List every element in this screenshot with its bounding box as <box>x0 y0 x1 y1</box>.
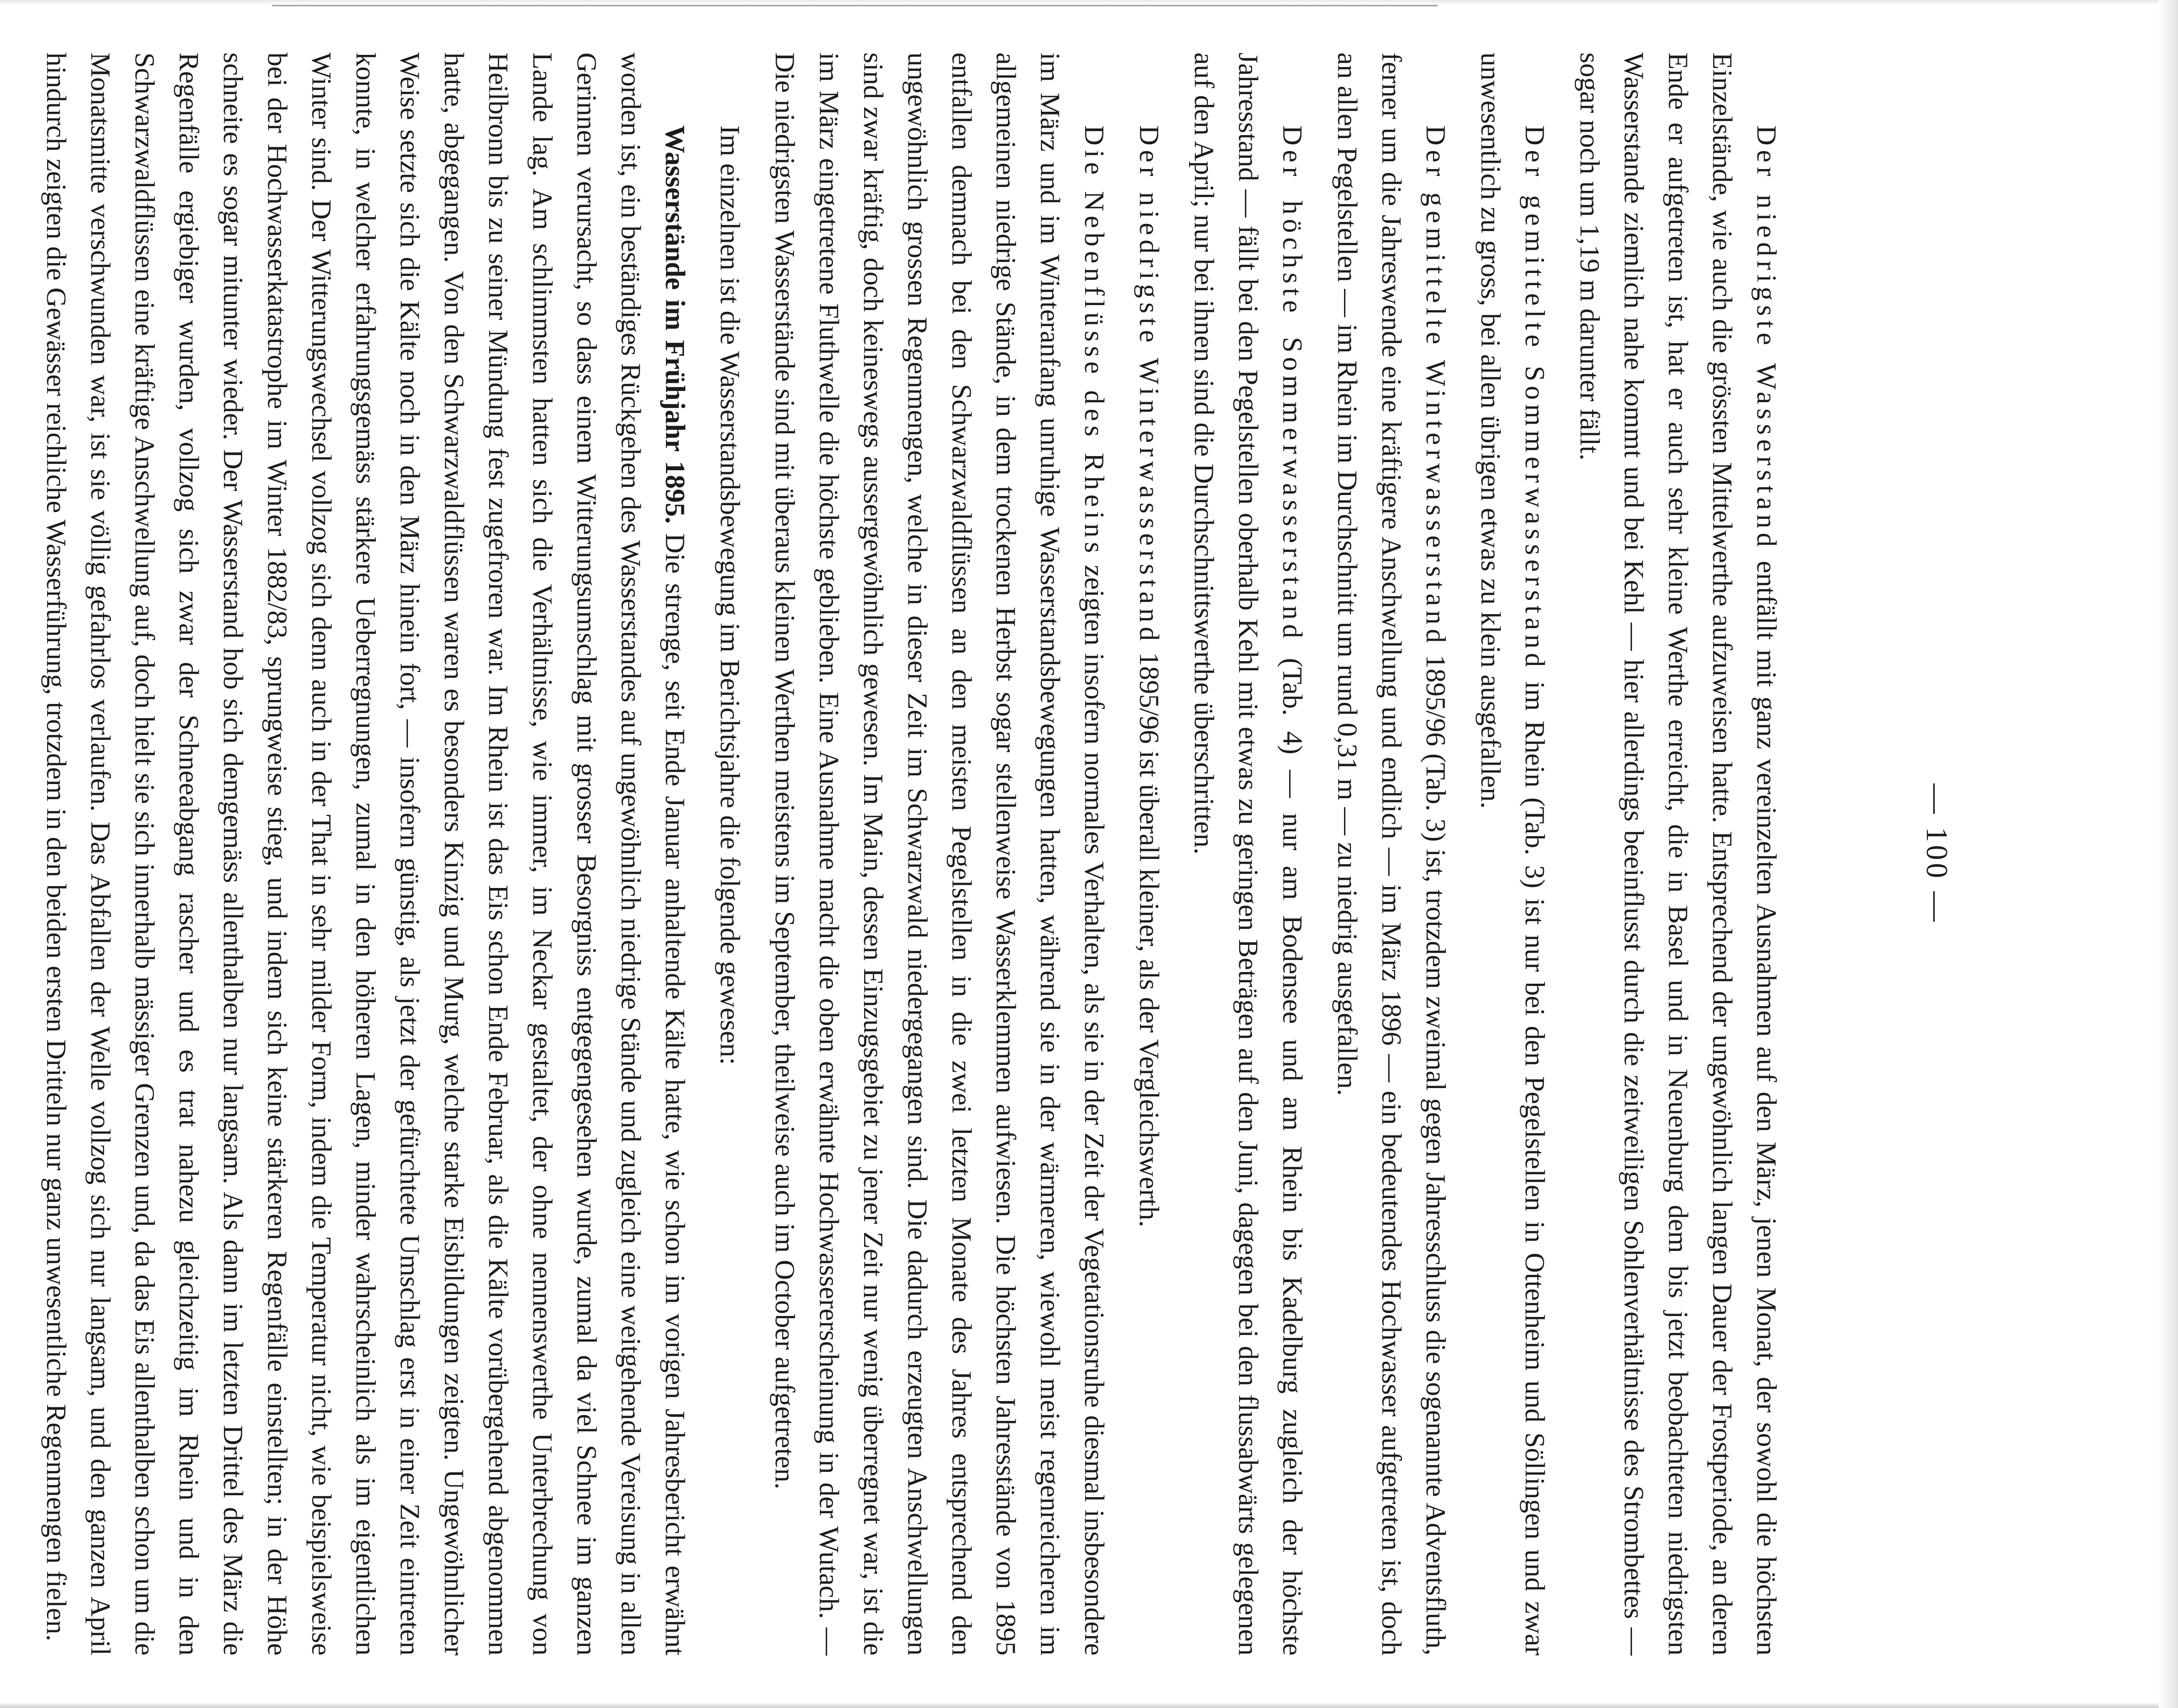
paragraph-7 <box>708 52 752 1656</box>
scan-edge-top <box>0 0 2178 5</box>
page-number: — 100 — <box>1920 784 1953 924</box>
paragraph-8 <box>34 52 697 1656</box>
scan-edge-line <box>272 5 1438 6</box>
paragraph-text: 1895/96 (Tab. 3) ist, trotzdem zweimal gegen Jahresschluss die sogenannte Adventsfluth, ferner um die Jahreswende eine kräftigere Anschwellung und endlich — im März 1896 — ein bedeutendes Hochwasser aufgetreten ist, doch an allen Pegelstellen — im Rhein im Durchschnitt um rund 0,31 m — zu niedrig ausgefallen. <box>1332 52 1451 1656</box>
paragraph-4 <box>1182 52 1314 1656</box>
paragraph-text: Im einzelnen ist die Wasserstandsbewegung im Berichtsjahre die folgende gewesen: <box>715 125 745 1065</box>
paragraph-text: (Tab. 4) — nur am Bodensee und am Rhein bis Kadelburg zugleich der höchste Jahresstand — fällt bei den Pegelstellen oberhalb Kehl mit etwas zu geringen Beträgen auf den Juni, dagegen bei den flussabwärts gelegenen auf den April; nur bei ihnen sind die Durchschnittswerthe überschritten. <box>1189 52 1308 1656</box>
paragraph-3 <box>1325 52 1458 1656</box>
paragraph-lead: Die Nebenflüsse des Rheins <box>1079 125 1109 558</box>
paragraph-lead: Der gemittelte Winterwasserstand <box>1420 125 1451 648</box>
section-heading: Wasserstände im Frühjahr 1895. <box>660 125 690 524</box>
paragraph-1 <box>1567 52 1788 1656</box>
paragraph-5 <box>1127 52 1171 1656</box>
rotated-page <box>41 52 1954 1656</box>
paragraph-lead: Der gemittelte Sommerwasserstand <box>1519 125 1550 672</box>
paragraph-text: 1895/96 ist überall kleiner, als der Vergleichswerth. <box>1134 645 1164 1228</box>
paragraph-lead: Der niedrigste Winterwasserstand <box>1134 125 1164 646</box>
paragraph-text: im Rhein (Tab. 3) ist nur bei den Pegelstellen in Ottenheim und Söllingen und zwar unwesentlich zu gross, bei allen übrigen etwas zu klein ausgefallen. <box>1475 52 1550 1656</box>
text-body <box>34 52 1788 1656</box>
paragraph-text: entfällt mit ganz vereinzelten Ausnahmen auf den März, jenen Monat, der sowohl die höchsten Einzelstände, wie auch die grössten Mittelwerthe aufzuweisen hatte. Entsprechend der ungewöhnlich langen Dauer der Frostperiode, an deren Ende er aufgetreten ist, hat er auch sehr kleine Werthe erreicht, die in Basel und in Neuenburg dem bis jetzt beobachteten niedrigsten Wasserstande ziemlich nahe kommt und bei Kehl — hier allerdings beeinflusst durch die zeitweiligen Sohlenverhältnisse des Strombettes — sogar noch um 1,19 m darunter fällt. <box>1574 52 1782 1656</box>
scan-edge-right <box>2159 0 2178 1708</box>
paragraph-2 <box>1468 52 1557 1656</box>
paragraph-lead: Der höchste Sommerwasserstand <box>1277 125 1308 643</box>
scan-edge-bottom <box>0 1702 2178 1708</box>
paragraph-lead: Der niedrigste Wasserstand <box>1751 125 1782 551</box>
paragraph-6 <box>763 52 1116 1656</box>
paragraph-text: zeigten insofern normales Verhalten, als sie in der Zeit der Vegetationsruhe diesmal insbesondere im März und im Winteranfang unruhige Wasserstandsbewegungen hatten, während sie in der wärmeren, wiewohl meist regenreicheren im allgemeinen niedrige Stände, in dem trockenen Herbst sogar stellenweise Wasserklemmen aufwiesen. Die höchsten Jahresstände von 1895 entfallen demnach bei den Schwarzwaldflüssen an den meisten Pegelstellen in die zwei letzten Monate des Jahres entsprechend den ungewöhnlich grossen Regenmengen, welche in dieser Zeit im Schwarzwald niedergegangen sind. Die dadurch erzeugten Anschwellungen sind zwar kräftig, doch keineswegs aussergewöhnlich gewesen. Im Main, dessen Einzugsgebiet zu jener Zeit nur wenig überregnet war, ist die im März eingetretene Fluthwelle die höchste geblieben. Eine Ausnahme macht die oben erwähnte Hochwassererscheinung in der Wutach. — Die niedrigsten Wasserstände sind mit überaus kleinen Werthen meistens im September, theilweise auch im October aufgetreten. <box>769 52 1109 1656</box>
paragraph-text: Die strenge, seit Ende Januar anhaltende Kälte hatte, wie schon im vorigen Jahresbericht erwähnt worden ist, ein beständiges Rückgehen des Wasserstandes auf ungewöhnlich niedrige Stände und zugleich eine weitgehende Vereisung in allen Gerinnen verursacht, so dass einem Witterungsumschlag mit grosser Besorgniss entgegengesehen wurde, zumal da viel Schnee im ganzen Lande lag. Am schlimmsten hatten sich die Verhältnisse, wie immer, im Neckar gestaltet, der ohne nennenswerthe Unterbrechung von Heilbronn bis zu seiner Mündung fest zugefroren war. Im Rhein ist das Eis schon Ende Februar, als die Kälte vorübergehend abgenommen hatte, abgegangen. Von den Schwarzwaldflüssen waren es besonders Kinzig und Murg, welche starke Eisbildungen zeigten. Ungewöhnlicher Weise setzte sich die Kälte noch in den März hinein fort, — insofern günstig, als jetzt der gefürchtete Umschlag erst in einer Zeit eintreten konnte, in welcher erfahrungsgemäss stärkere Ueberregnungen, zumal in den höheren Lagen, minder wahrscheinlich als im eigentlichen Winter sind. Der Witterungswechsel vollzog sich denn auch in der That in sehr milder Form, indem die Temperatur nicht, wie beispielsweise bei der Hochwasserkatastrophe im Winter 1882/83, sprungweise stieg, und indem sich keine stärkeren Regenfälle einstellten; in der Höhe schneite es sogar mitunter wieder. Der Wasserstand hob sich demgemäss allenthalben nur langsam. Als dann im letzten Drittel des März die Regenfälle ergiebiger wurden, vollzog sich zwar der Schneeabgang rascher und es trat nahezu gleichzeitig im Rhein und in den Schwarzwaldflüssen eine kräftige Anschwellung auf, doch hielt sie sich innerhalb mässiger Grenzen und, da das Eis allenthalben schon um die Monatsmitte verschwunden war, ist sie völlig gefahrlos verlaufen. Das Abfallen der Welle vollzog sich nur langsam, und den ganzen April hindurch zeigten die Gewässer reichliche Wasserführung, trotzdem in den beiden ersten Dritteln nur ganz unwesentliche Regenmengen fielen. <box>41 52 690 1656</box>
